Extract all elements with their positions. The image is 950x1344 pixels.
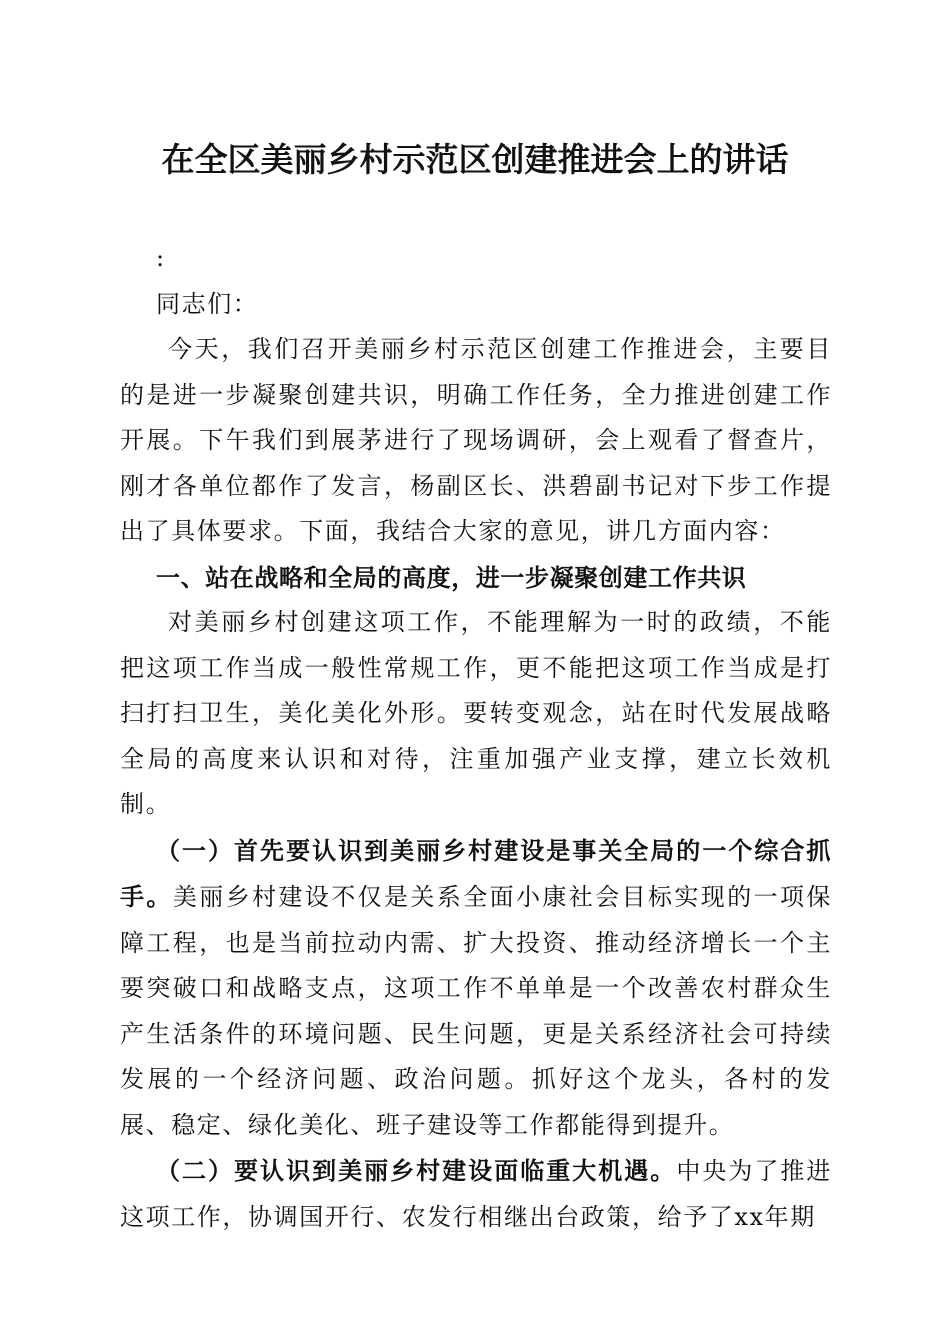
section-1-heading: 一、站在战略和全局的高度，进一步凝聚创建工作共识 xyxy=(156,562,747,592)
point-2-text: 中央为了推进这项工作，协调国开行、农发行相继出台政策，给予了xx年期 xyxy=(120,1157,832,1231)
salutation: 同志们： xyxy=(156,289,259,318)
speaker-line: : xyxy=(156,244,166,272)
document-body xyxy=(120,236,832,1240)
point-1-lead: （一）首先要认识到美丽乡村建设是事关全局的一个综合抓手。 xyxy=(120,835,832,911)
point-1-text: 美丽乡村建设不仅是关系全面小康社会目标实现的一项保障工程，也是当前拉动内需、扩大投资、推动经济增长一个主要突破口和战略支点，这项工作不单单是一个改善农村群众生产生活条件的环境问题、民生问题，更是关系经济社会可持续发展的一个经济问题、政治问题。抓好这个龙头，各村的发展、稳定、绿化美化、班子建设等工作都能得到提升。 xyxy=(120,883,833,1139)
document-title: 在全区美丽乡村示范区创建推进会上的讲话 xyxy=(161,140,789,179)
point-2-paragraph xyxy=(120,1148,832,1240)
point-1-paragraph xyxy=(120,828,832,1149)
point-2-lead: （二）要认识到美丽乡村建设面临重大机遇。 xyxy=(156,1156,677,1185)
intro-paragraph: 今天，我们召开美丽乡村示范区创建工作推进会，主要目的是进一步凝聚创建共识，明确工作任务，全力推进创建工作开展。下午我们到展茅进行了现场调研，会上观看了督查片，刚才各单位都作了发言，杨副区长、洪碧副书记对下步工作提出了具体要求。下面，我结合大家的意见，讲几方面内容： xyxy=(120,335,832,545)
section-1-paragraph: 对美丽乡村创建这项工作，不能理解为一时的政绩，不能把这项工作当成一般性常规工作，更不能把这项工作当成是打扫打扫卫生，美化美化外形。要转变观念，站在时代发展战略全局的高度来认识和对待，注重加强产业支撑，建立长效机制。 xyxy=(120,608,832,818)
